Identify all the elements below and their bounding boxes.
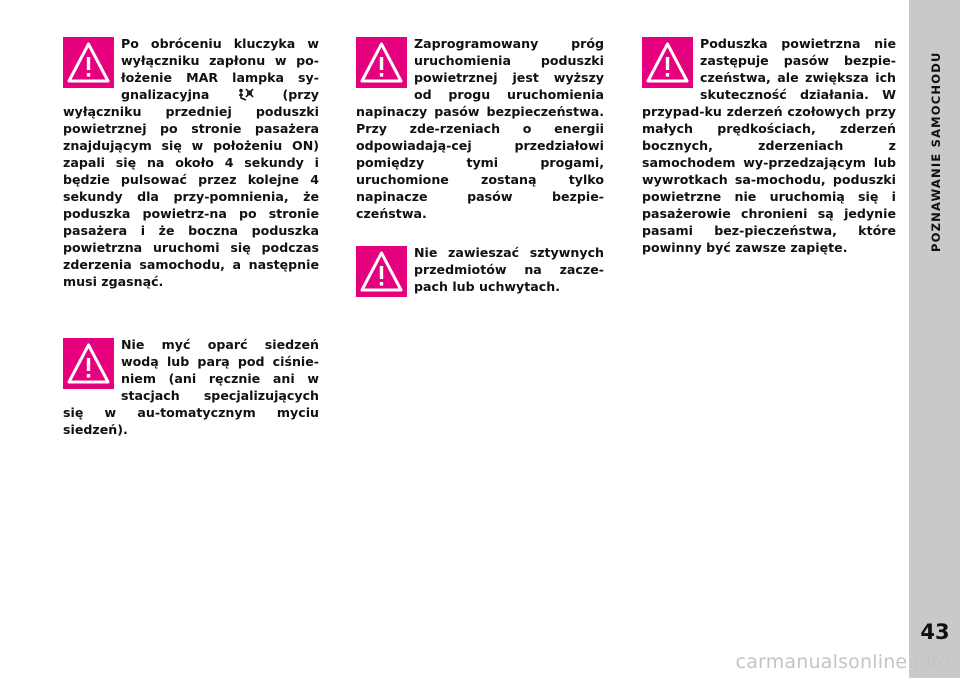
warning-block-seat-washing — [63, 336, 319, 438]
warning-triangle-icon — [642, 37, 693, 88]
warning-block-hooks — [356, 244, 604, 299]
warning-triangle-icon — [356, 246, 407, 297]
warning-text: Zaprogramowany próg uruchomienia poduszki powietrznej jest wyższy od progu uruchomienia napinaczy pasów bezpieczeństwa. Przy zde-rzeniach o energii odpowiadają-cej przedziałowi pomiędzy tymi progami, uruchomione zostaną tylko napinacze pasów bezpie-czeństwa. — [356, 36, 604, 221]
warning-triangle-icon — [63, 37, 114, 88]
airbag-off-icon — [237, 88, 255, 101]
warning-text: Poduszka powietrzna nie zastępuje pasów bezpie-czeństwa, ale zwiększa ich skuteczność działania. W przypad-ku zderzeń czołowych przy małych prędkościach, zderzeń bocznych, zderzeniach z samochodem wy-przedzającym lub wywrotkach sa-mochodu, poduszki powietrzne nie uruchomią się i pasażerowie chronieni są jedynie pasami bez-pieczeństwa, które powinny być zawsze zapięte. — [642, 36, 896, 255]
warning-block-seatbelts — [642, 35, 896, 256]
warning-text: Nie zawieszać sztywnych przedmiotów na zacze-pach lub uchwytach. — [414, 245, 604, 294]
warning-block-threshold — [356, 35, 604, 222]
page-number: 43 — [920, 620, 950, 644]
section-title: POZNAWANIE SAMOCHODU — [929, 51, 943, 253]
warning-block-ignition-lamp — [63, 35, 319, 290]
warning-triangle-icon — [63, 338, 114, 389]
warning-triangle-icon — [356, 37, 407, 88]
warning-text-part2: (przy wyłączniku przedniej poduszki powietrznej po stronie pasażera znajdującym się w położeniu ON) zapali się na około 4 sekundy i będzie pulsować przez kolejne 4 sekundy dla przy-pomnienia, że poduszka powietrz-na po stronie pasażera i że boczna poduszka powietrzna uruchomi się podczas zderzenia samochodu, a następnie musi zgasnąć. — [63, 87, 319, 289]
watermark: carmanualsonline.info — [735, 651, 950, 673]
warning-text: Nie myć oparć siedzeń wodą lub parą pod ciśnie-niem (ani ręcznie ani w stacjach specjalizujących się w au-tomatycznym myciu siedzeń). — [63, 337, 319, 437]
warning-text-part1: Po obróceniu kluczyka w wyłączniku zapłonu w po-łożenie MAR lampka sy-gnalizacyjna — [121, 36, 319, 102]
